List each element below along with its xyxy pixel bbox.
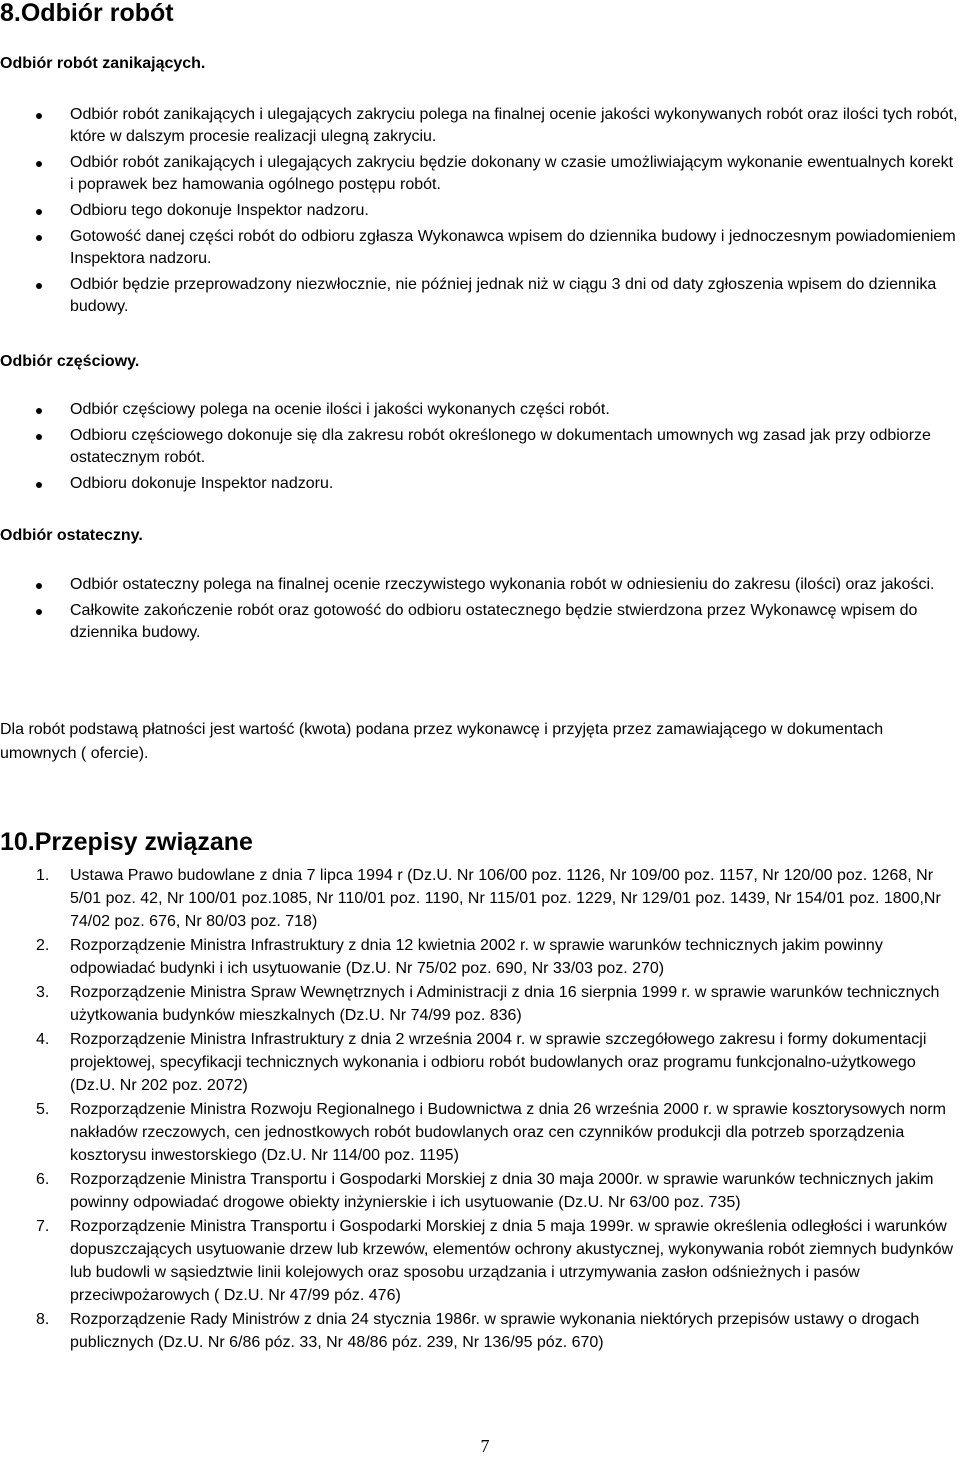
regulations-list (0, 864, 958, 1355)
heading-odbior-ostateczny: Odbiór ostateczny. (0, 527, 143, 544)
list-item: Odbiór ostateczny polega na finalnej ocenie rzeczywistego wykonania robót w odniesieniu do zakresu (ilości) oraz jakości. (0, 574, 958, 596)
list-item: 5. Rozporządzenie Ministra Rozwoju Regionalnego i Budownictwa z dnia 26 września 2000 r. w sprawie kosztorysowych norm nakładów rzeczowych, cen jednostkowych robót budowlanych oraz cen czynników produkcji dla potrzeb sporządzenia kosztorysu inwestorskiego (Dz.U. Nr 114/00 poz. 1195) (36, 1101, 946, 1164)
payment-note: Dla robót podstawą płatności jest wartość (kwota) podana przez wykonawcę i przyjęta przez zamawiającego w dokumentach umownych ( ofercie). (0, 721, 884, 762)
list-item: Całkowite zakończenie robót oraz gotowość do odbioru ostatecznego będzie stwierdzona przez Wykonawcę wpisem do dziennika budowy. (0, 600, 958, 644)
bullet-icon (36, 161, 42, 167)
bullet-icon (36, 113, 42, 119)
bullet-icon (36, 283, 42, 289)
list-odbior-ostateczny (0, 574, 958, 648)
list-item: 2. Rozporządzenie Ministra Infrastruktury z dnia 12 kwietnia 2002 r. w sprawie warunków technicznych jakim powinny odpowiadać budynki i ich usytuowanie (Dz.U. Nr 75/02 poz. 690, Nr 33/03 poz. 270) (36, 937, 883, 977)
page-number: 7 (480, 1436, 490, 1456)
list-item: 1. Ustawa Prawo budowlane z dnia 7 lipca 1994 r (Dz.U. Nr 106/00 poz. 1126, Nr 109/00 poz. 1157, Nr 120/00 poz. 1268, Nr 5/01 poz. 42, Nr 100/01 poz.1085, Nr 110/01 poz. 1190, Nr 115/01 poz. 1229, Nr 129/01 poz. 1439, Nr 154/01 poz. 1800,Nr 74/02 poz. 676, Nr 80/03 poz. 718) (36, 867, 941, 930)
bullet-icon (36, 235, 42, 241)
bullet-icon (36, 408, 42, 414)
list-item: Odbioru częściowego dokonuje się dla zakresu robót określonego w dokumentach umownych wg zasad jak przy odbiorze ostatecznym robót. (0, 425, 958, 469)
bullet-icon (36, 482, 42, 488)
list-odbior-czesciowy (0, 399, 958, 499)
heading-odbior-czesciowy: Odbiór częściowy. (0, 353, 140, 370)
list-item: 4. Rozporządzenie Ministra Infrastruktury z dnia 2 września 2004 r. w sprawie szczegółowego zakresu i formy dokumentacji projektowej, specyfikacji technicznych wykonania i odbioru robót budowlanych oraz programu funkcjonalno-użytkowego (Dz.U. Nr 202 poz. 2072) (36, 1031, 927, 1094)
section-10-title: 10.Przepisy związane (0, 828, 253, 856)
list-item: Odbioru tego dokonuje Inspektor nadzoru. (0, 200, 958, 222)
list-item: Odbiór częściowy polega na ocenie ilości i jakości wykonanych części robót. (0, 399, 958, 421)
heading-odbior-zanikajacych: Odbiór robót zanikających. (0, 55, 206, 72)
list-item: 3. Rozporządzenie Ministra Spraw Wewnętrznych i Administracji z dnia 16 sierpnia 1999 r. w sprawie warunków technicznych użytkowania budynków mieszkalnych (Dz.U. Nr 74/99 poz. 836) (36, 984, 940, 1024)
list-item: 7. Rozporządzenie Ministra Transportu i Gospodarki Morskiej z dnia 5 maja 1999r. w sprawie określenia odległości i warunków dopuszczających usytuowanie drzew lub krzewów, elementów ochrony akustycznej, wykonywania robót ziemnych budynków lub budowli w sąsiedztwie linii kolejowych oraz sposobu urządzania i utrzymywania zasłon odśnieżnych i pasów przeciwpożarowych ( Dz.U. Nr 47/99 póz. 476) (36, 1218, 954, 1304)
list-item: Odbiór robót zanikających i ulegających zakryciu polega na finalnej ocenie jakości wykonywanych robót oraz ilości tych robót, które w dalszym procesie realizacji ulegną zakryciu. (0, 104, 958, 148)
list-item: Odbiór robót zanikających i ulegających zakryciu będzie dokonany w czasie umożliwiającym wykonanie ewentualnych korekt i poprawek bez hamowania ogólnego postępu robót. (0, 152, 958, 196)
list-item: 8. Rozporządzenie Rady Ministrów z dnia 24 stycznia 1986r. w sprawie wykonania niektórych przepisów ustawy o drogach publicznych (Dz.U. Nr 6/86 póz. 33, Nr 48/86 póz. 239, Nr 136/95 póz. 670) (36, 1311, 920, 1351)
list-item: 6. Rozporządzenie Ministra Transportu i Gospodarki Morskiej z dnia 30 maja 2000r. w sprawie warunków technicznych jakim powinny odpowiadać drogowe obiekty inżynierskie i ich usytuowanie (Dz.U. Nr 63/00 poz. 735) (36, 1171, 934, 1211)
section-8-title: 8.Odbiór robót (0, 0, 174, 27)
bullet-icon (36, 434, 42, 440)
list-item: Odbioru dokonuje Inspektor nadzoru. (0, 473, 958, 495)
bullet-icon (36, 209, 42, 215)
list-odbior-zanikajacych (0, 104, 958, 322)
list-item: Odbiór będzie przeprowadzony niezwłocznie, nie później jednak niż w ciągu 3 dni od daty zgłoszenia wpisem do dziennika budowy. (0, 274, 958, 318)
bullet-icon (36, 583, 42, 589)
list-item: Gotowość danej części robót do odbioru zgłasza Wykonawca wpisem do dziennika budowy i jednoczesnym powiadomieniem Inspektora nadzoru. (0, 226, 958, 270)
bullet-icon (36, 609, 42, 615)
